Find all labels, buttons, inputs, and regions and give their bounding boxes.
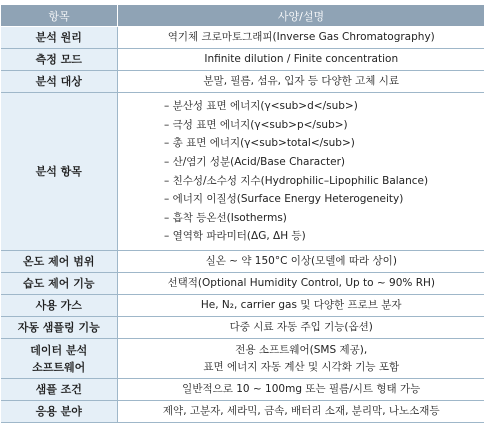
table-row [1,251,484,273]
row-label: 자동 샘플링 기능 [1,317,118,339]
table-row [1,317,484,339]
row-value: 제약, 고분자, 세라믹, 금속, 배터리 소재, 분리막, 나노소재등 [118,401,484,423]
row-value: 실온 ~ 약 150°C 이상(모델에 따라 상이) [118,251,484,273]
list-item: – 총 표면 에너지(γ<sub>total</sub>) [164,137,355,150]
header-spec: 사양/설명 [118,5,484,27]
row-value [118,339,484,379]
table-row [1,379,484,401]
row-label: 샘플 조건 [1,379,118,401]
row-label: 분석 대상 [1,71,118,93]
table-row-analysis [1,93,484,251]
list-item: – 극성 표면 에너지(γ<sub>p</sub>) [164,118,348,131]
table-row [1,49,484,71]
table-row [1,295,484,317]
row-value: He, N₂, carrier gas 및 다양한 프로브 분자 [118,295,484,317]
row-value: 다중 시료 자동 주입 기능(옵션) [118,317,484,339]
row-label: 분석 항목 [1,93,118,251]
row-label: 온도 제어 범위 [1,251,118,273]
row-value: 일반적으로 10 ~ 100mg 또는 필름/시트 형태 가능 [118,379,484,401]
row-value: Infinite dilution / Finite concentration [118,49,484,71]
row-label: 분석 원리 [1,27,118,49]
row-value: 분말, 필름, 섬유, 입자 등 다양한 고체 시료 [118,71,484,93]
row-value: 선택적(Optional Humidity Control, Up to ~ 90% RH) [118,273,484,295]
row-label: 습도 제어 기능 [1,273,118,295]
row-label: 측정 모드 [1,49,118,71]
table-row [1,71,484,93]
spec-table [0,4,484,423]
table-row [1,273,484,295]
analysis-items-cell [118,93,484,251]
spec-table-container [0,4,484,423]
list-item: – 에너지 이질성(Surface Energy Heterogeneity) [164,193,404,206]
analysis-items-list [164,97,481,246]
list-item: – 산/염기 성분(Acid/Base Character) [164,155,346,168]
table-row [1,401,484,423]
label-line: 소프트웨어 [32,360,86,374]
list-item: – 친수성/소수성 지수(Hydrophilic–Lipophilic Balance) [164,174,429,187]
table-row [1,27,484,49]
list-item: – 분산성 표면 에너지(γ<sub>d</sub>) [164,100,358,113]
table-header-row [1,5,484,27]
header-item: 항목 [1,5,118,27]
row-label [1,339,118,379]
value-line: 표면 에너지 자동 계산 및 시각화 기능 포함 [203,360,400,373]
row-label: 응용 분야 [1,401,118,423]
row-value: 역기체 크로마토그래피(Inverse Gas Chromatography) [118,27,484,49]
value-line: 전용 소프트웨어(SMS 제공), [235,343,368,356]
list-item: – 열역학 파라미터(ΔG, ΔH 등) [164,230,306,243]
table-row-software [1,339,484,379]
label-line: 데이터 분석 [30,343,88,357]
row-label: 사용 가스 [1,295,118,317]
list-item: – 흡착 등온선(Isotherms) [164,211,287,224]
